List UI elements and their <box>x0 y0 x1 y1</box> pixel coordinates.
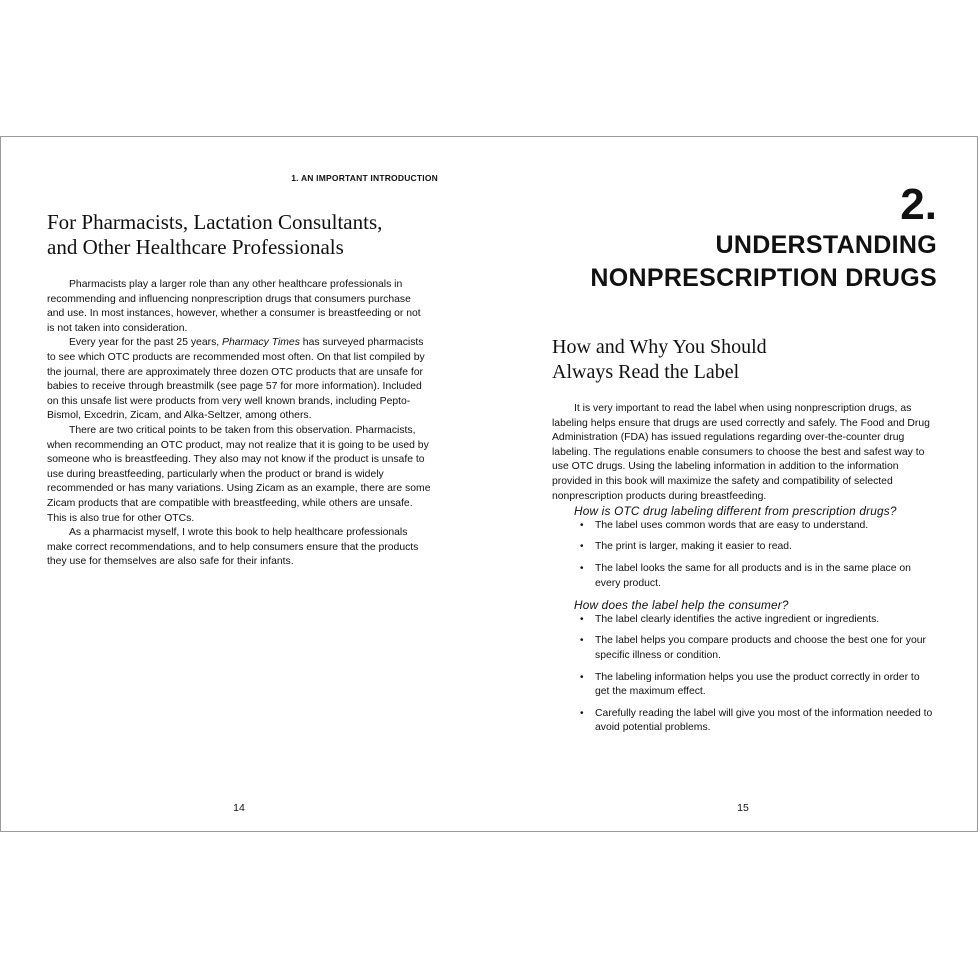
list-item-text: The label clearly identifies the active ingredient or ingredients. <box>595 613 880 625</box>
list-item <box>552 562 935 591</box>
right-body-text <box>552 402 935 743</box>
question-heading-2: How does the label help the consumer? <box>574 598 789 613</box>
journal-name: Pharmacy Times <box>222 337 300 349</box>
list-item <box>552 634 935 663</box>
list-item <box>552 707 935 736</box>
chapter-title <box>537 229 937 295</box>
running-head: 1. AN IMPORTANT INTRODUCTION <box>291 173 438 183</box>
bullet-icon: • <box>580 541 584 553</box>
list-item-text: The label helps you compare products and choose the best one for your specific illness or condition. <box>595 635 926 661</box>
list-item <box>552 519 935 534</box>
section-title-line-2: and Other Healthcare Professionals <box>47 235 344 259</box>
list-item-text: The label uses common words that are easy to understand. <box>595 519 869 531</box>
list-item-text: The labeling information helps you use the product correctly in order to get the maximum effect. <box>595 671 920 698</box>
bullet-icon: • <box>580 635 584 647</box>
bullet-icon: • <box>580 519 584 531</box>
book-spread <box>0 136 978 832</box>
subsection-title <box>552 335 932 385</box>
subsection-title-line-1: How and Why You Should <box>552 336 767 358</box>
list-item <box>552 540 935 555</box>
section-title <box>47 210 447 260</box>
intro-paragraph: It is very important to read the label when using nonprescription drugs, as labeling helps ensure that drugs are used correctly and safely. The Food and Drug Administration (FDA) has issued regulations regarding over-the-counter drug labeling. The regulations enable consumers to choose the best and safest way to use OTC drugs. Using the labeling information in addition to the information provided in this book will maximize the safety and compatibility of selected nonprescription products during breastfeeding. <box>552 403 930 502</box>
left-body-text <box>47 278 431 570</box>
paragraph-1: Pharmacists play a larger role than any other healthcare professionals in recommending and influencing nonprescription drugs that consumers purchase and use. In most instances, however, whether a consumer is breastfeeding or not is not taken into consideration. <box>47 279 421 334</box>
chapter-title-line-2: NONPRESCRIPTION DRUGS <box>590 264 937 292</box>
chapter-title-line-1: UNDERSTANDING <box>715 231 937 259</box>
bullet-icon: • <box>580 613 584 625</box>
section-title-line-1: For Pharmacists, Lactation Consultants, <box>47 210 383 234</box>
list-item <box>552 613 935 628</box>
paragraph-2 <box>47 336 431 424</box>
paragraph-4: As a pharmacist myself, I wrote this book to help healthcare professionals make correct recommendations, and to help consumers ensure that the products they use for themselves are also safe for their infants. <box>47 527 419 568</box>
bullet-icon: • <box>580 562 584 574</box>
bullet-icon: • <box>580 671 584 683</box>
bullet-list-2 <box>552 613 935 736</box>
bullet-list-1 <box>552 519 935 591</box>
left-page <box>1 137 490 831</box>
list-item-text: The print is larger, making it easier to read. <box>595 541 792 553</box>
page-number-right: 15 <box>737 802 749 814</box>
page-number-left: 14 <box>233 802 245 814</box>
question-heading-1: How is OTC drug labeling different from prescription drugs? <box>574 504 897 519</box>
bullet-icon: • <box>580 707 584 719</box>
paragraph-2-end: has surveyed pharmacists to see which OTC products are recommended most often. On that list compiled by the journal, there are approximately three dozen OTC products that are unsafe for babies to receive through breastmilk (see page 57 for more information). Included on this unsafe list were products from very well known brands, including Pepto-Bismol, Excedrin, Zicam, and Alka-Seltzer, among others. <box>47 337 425 422</box>
list-item <box>552 671 935 700</box>
right-page <box>490 137 979 831</box>
chapter-number: 2. <box>900 180 937 229</box>
paragraph-3: There are two critical points to be taken from this observation. Pharmacists, when recommending an OTC product, may not realize that it is going to be used by someone who is breastfeeding. They also may not know if the product is unsafe to use during breastfeeding, particularly when the product or brand is widely recommended or has many variations. Using Zicam as an example, there are some Zicam products that are compatible with breastfeeding, while others are unsafe. This is also true for other OTCs. <box>47 424 431 524</box>
subsection-title-line-2: Always Read the Label <box>552 361 740 383</box>
list-item-text: The label looks the same for all products and is in the same place on every product. <box>595 562 911 589</box>
paragraph-2-start: Every year for the past 25 years, <box>69 337 223 349</box>
list-item-text: Carefully reading the label will give you most of the information needed to avoid potential problems. <box>595 707 933 734</box>
